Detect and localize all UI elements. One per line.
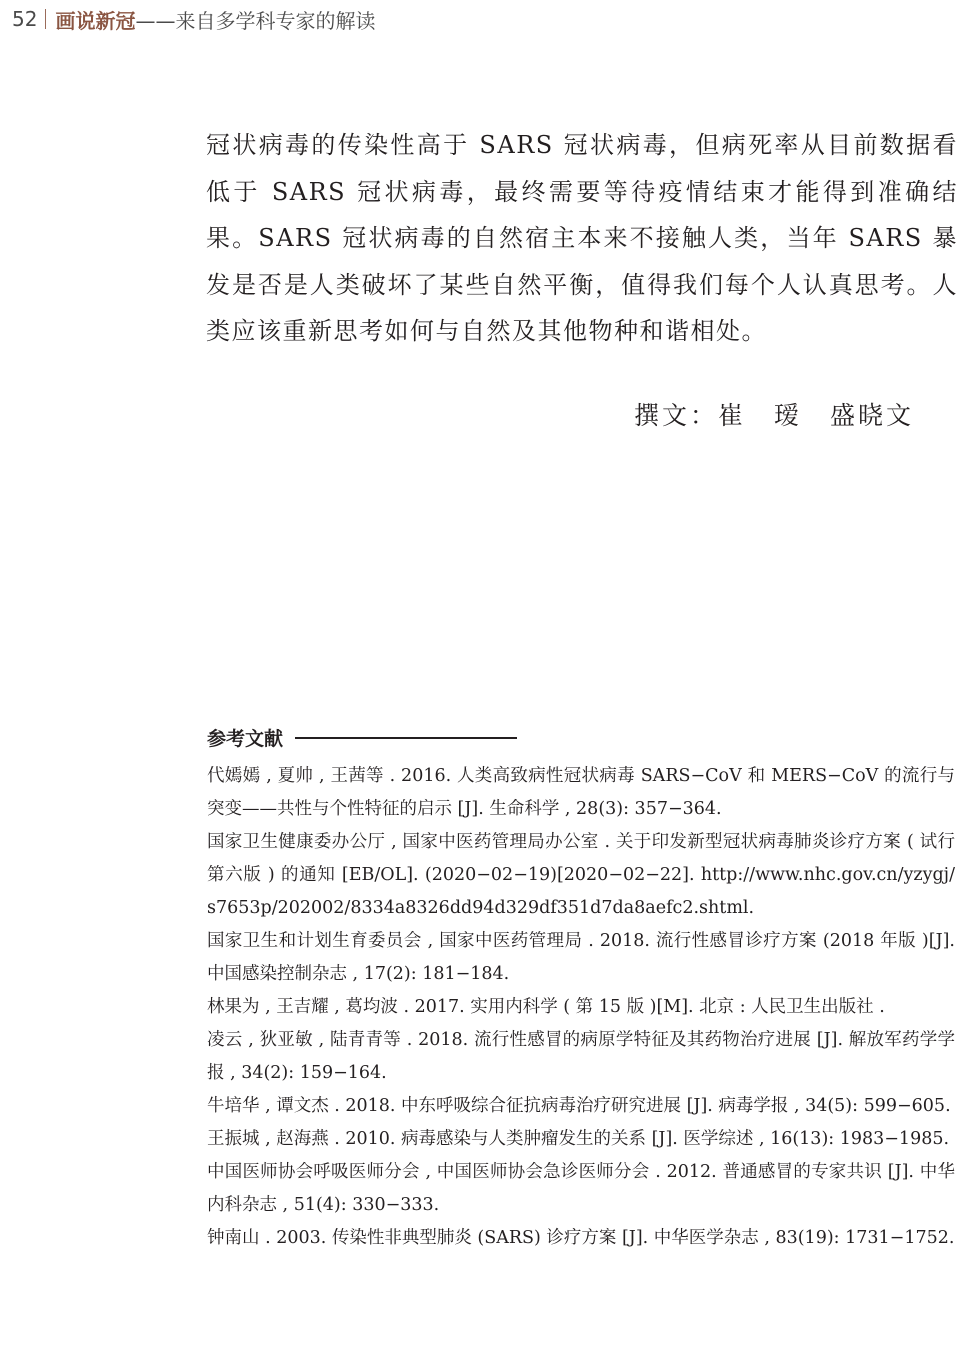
body-paragraph: 冠状病毒的传染性高于 SARS 冠状病毒，但病死率从目前数据看低于 SARS 冠状病毒，最终需要等待疫情结束才能得到准确结果。SARS 冠状病毒的自然宿主本来不接触人类，当年 SARS 暴发是否是人类破坏了某些自然平衡，值得我们每个人认真思考。人类应该重新思考如何与自然及其他物种和谐相处。 (206, 131, 958, 345)
references-rule (295, 737, 517, 739)
running-header (12, 4, 375, 34)
book-subtitle: ——来自多学科专家的解读 (135, 8, 376, 33)
reference-item: 钟南山 . 2003. 传染性非典型肺炎 (SARS) 诊疗方案 [J]. 中华医学杂志 , 83(19): 1731−1752. (207, 1228, 955, 1248)
reference-item: 王振城 , 赵海燕 . 2010. 病毒感染与人类肿瘤发生的关系 [J]. 医学综述 , 16(13): 1983−1985. (207, 1129, 950, 1149)
references-title: 参考文献 (207, 728, 284, 750)
reference-item: 代嫣嫣 , 夏帅 , 王茜等 . 2016. 人类高致病性冠状病毒 SARS−CoV 和 MERS−CoV 的流行与突变——共性与个性特征的启示 [J]. 生命科学 , 28(3): 357−364. (207, 766, 955, 819)
reference-item: 林果为 , 王吉耀 , 葛均波 . 2017. 实用内科学 ( 第 15 版 )[M]. 北京 : 人民卫生出版社 . (207, 997, 885, 1017)
references-list (207, 760, 955, 1255)
book-title: 画说新冠 (55, 8, 136, 33)
author-line: 撰文：崔 瑷 盛晓文 (634, 401, 915, 430)
reference-item: 凌云 , 狄亚敏 , 陆青青等 . 2018. 流行性感冒的病原学特征及其药物治疗进展 [J]. 解放军药学学报 , 34(2): 159−164. (207, 1030, 955, 1083)
reference-item: 国家卫生健康委办公厅 , 国家中医药管理局办公室 . 关于印发新型冠状病毒肺炎诊疗方案 ( 试行第六版 ) 的通知 [EB/OL]. (2020−02−19)[2020−02−22]. http://www.nhc.gov.cn/yzygj/s7653p/202002/8334a8326dd94d329df351d7da8aefc2.shtml. (207, 832, 955, 918)
main-text (206, 122, 958, 355)
reference-item: 国家卫生和计划生育委员会 , 国家中医药管理局 . 2018. 流行性感冒诊疗方案 (2018 年版 )[J]. 中国感染控制杂志 , 17(2): 181−184. (207, 931, 955, 984)
page-number: 52 (12, 7, 38, 31)
header-divider (45, 9, 46, 29)
reference-item: 牛培华 , 谭文杰 . 2018. 中东呼吸综合征抗病毒治疗研究进展 [J]. 病毒学报 , 34(5): 599−605. (207, 1096, 951, 1116)
reference-item: 中国医师协会呼吸医师分会 , 中国医师协会急诊医师分会 . 2012. 普通感冒的专家共识 [J]. 中华内科杂志 , 51(4): 330−333. (207, 1162, 955, 1215)
references-heading (207, 724, 517, 751)
